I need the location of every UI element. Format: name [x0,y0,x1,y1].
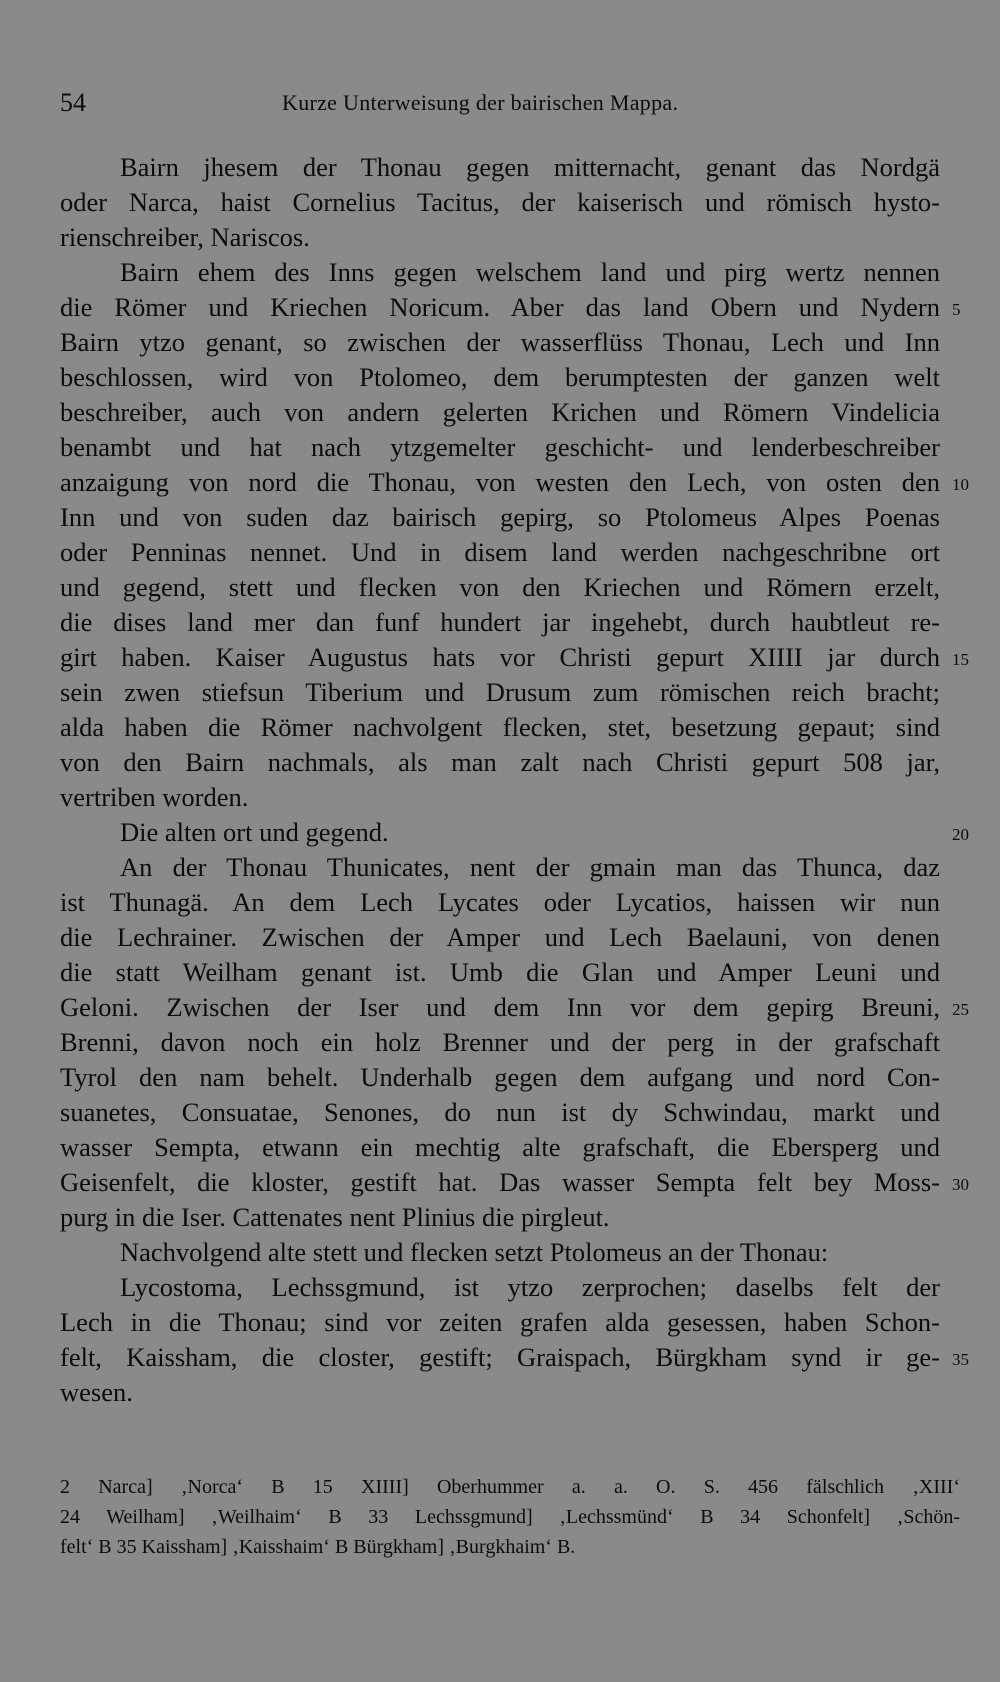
text-line [60,780,940,815]
text-line [60,1165,969,1200]
text-line-content: beschlossen, wird von Ptolomeo, dem berumptesten der ganzen welt [60,362,940,392]
line-number: 10 [952,475,969,494]
text-line-content: benambt und hat nach ytzgemelter geschicht- und lenderbeschreiber [60,432,940,462]
text-line-content: Inn und von suden daz bairisch gepirg, so Ptolomeus Alpes Poenas [60,502,940,532]
text-line-content: und gegend, stett und flecken von den Kriechen und Römern erzelt, [60,572,940,602]
text-line [60,465,969,500]
text-line [60,255,940,290]
text-line [60,360,940,395]
text-line-content: sein zwen stiefsun Tiberium und Drusum zum römischen reich bracht; [60,677,940,707]
text-line [60,850,940,885]
footnote-line: 24 Weilham] ‚Weilhaim‘ B 33 Lechssgmund] ‚Lechssmünd‘ B 34 Schonfelt] ‚Schön- [60,1506,960,1528]
text-line-content: von den Bairn nachmals, als man zalt nach Christi gepurt 508 jar, [60,747,940,777]
text-line [60,990,969,1025]
line-number: 25 [952,1000,969,1019]
text-line [60,535,940,570]
text-line-content: die dises land mer dan funf hundert jar ingehebt, durch haubtleut re- [60,607,940,637]
text-line [60,325,940,360]
text-line [60,500,940,535]
text-line-content: suanetes, Consuatae, Senones, do nun ist dy Schwindau, markt und [60,1097,940,1127]
text-line-content: purg in die Iser. Cattenates nent Plinius die pirgleut. [60,1202,610,1232]
footnote-line: 2 Narca] ‚Norca‘ B 15 XIIII] Oberhummer a. a. O. S. 456 fälschlich ‚XIII‘ [60,1476,960,1498]
text-line-content: Bairn ehem des Inns gegen welschem land und pirg wertz nennen [120,257,940,287]
footnote-line: felt‘ B 35 Kaissham] ‚Kaisshaim‘ B Bürgkham] ‚Burgkhaim‘ B. [60,1536,576,1558]
text-line [60,1025,940,1060]
text-line [60,185,940,220]
text-line-content: felt, Kaissham, die closter, gestift; Graispach, Bürgkham synd ir ge- [60,1342,940,1372]
text-line [60,605,940,640]
text-line-content: wesen. [60,1377,133,1407]
text-line-content: vertriben worden. [60,782,249,812]
text-line-content: Die alten ort und gegend. [120,817,389,847]
text-line-content: die Römer und Kriechen Noricum. Aber das land Obern und Nydern [60,292,940,322]
text-line-content: Tyrol den nam behelt. Underhalb gegen dem aufgang und nord Con- [60,1062,940,1092]
text-line-content: Bairn jhesem der Thonau gegen mitternacht, genant das Nordgä [120,152,940,182]
text-line [60,1305,940,1340]
text-line [60,1235,940,1270]
text-line-content: oder Narca, haist Cornelius Tacitus, der kaiserisch und römisch hysto- [60,187,940,217]
section-heading [60,815,969,850]
page-header [60,88,940,128]
text-line-content: wasser Sempta, etwann ein mechtig alte grafschaft, die Ebersperg und [60,1132,940,1162]
text-line [60,1375,940,1410]
text-line [60,920,940,955]
text-line [60,430,940,465]
running-title: Kurze Unterweisung der bairischen Mappa. [282,90,679,115]
text-line-content: Brenni, davon noch ein holz Brenner und der perg in der grafschaft [60,1027,940,1057]
text-line [60,885,940,920]
text-line-content: Bairn ytzo genant, so zwischen der wasserflüss Thonau, Lech und Inn [60,327,940,357]
text-line [60,1060,940,1095]
text-line-content: An der Thonau Thunicates, nent der gmain man das Thunca, daz [120,852,940,882]
text-line-content: ist Thunagä. An dem Lech Lycates oder Lycatios, haissen wir nun [60,887,940,917]
text-line [60,1130,940,1165]
text-line-content: die statt Weilham genant ist. Umb die Glan und Amper Leuni und [60,957,940,987]
text-line [60,290,961,325]
text-line [60,745,940,780]
text-line-content: alda haben die Römer nachvolgent flecken, stet, besetzung gepaut; sind [60,712,940,742]
text-line [60,150,940,185]
text-line-content: Lycostoma, Lechssgmund, ist ytzo zerprochen; daselbs felt der [120,1272,940,1302]
text-line [60,395,940,430]
text-line-content: Geisenfelt, die kloster, gestift hat. Das wasser Sempta felt bey Moss- [60,1167,940,1197]
text-line-content: Lech in die Thonau; sind vor zeiten grafen alda gesessen, haben Schon- [60,1307,940,1337]
text-line-content: rienschreiber, Nariscos. [60,222,310,252]
footnotes [60,1472,960,1562]
text-line [60,1095,940,1130]
text-line [60,1270,940,1305]
text-line-content: die Lechrainer. Zwischen der Amper und Lech Baelauni, von denen [60,922,940,952]
line-number: 20 [952,825,969,844]
text-line [60,640,969,675]
main-text [60,150,969,1410]
text-line-content: beschreiber, auch von andern gelerten Krichen und Römern Vindelicia [60,397,940,427]
page-number: 54 [60,88,86,117]
text-line [60,220,940,255]
text-line [60,1340,969,1375]
line-number: 15 [952,650,969,669]
text-line-content: oder Penninas nennet. Und in disem land werden nachgeschribne ort [60,537,940,567]
text-line-content: anzaigung von nord die Thonau, von westen den Lech, von osten den [60,467,940,497]
line-number: 35 [952,1350,969,1369]
text-line-content: Geloni. Zwischen der Iser und dem Inn vor dem gepirg Breuni, [60,992,940,1022]
text-line [60,570,940,605]
line-number: 5 [952,300,961,319]
text-line [60,675,940,710]
text-line-content: Nachvolgend alte stett und flecken setzt Ptolomeus an der Thonau: [120,1237,829,1267]
text-line [60,1200,940,1235]
text-line [60,710,940,745]
line-number: 30 [952,1175,969,1194]
text-line-content: girt haben. Kaiser Augustus hats vor Christi gepurt XIIII jar durch [60,642,940,672]
text-line [60,955,940,990]
